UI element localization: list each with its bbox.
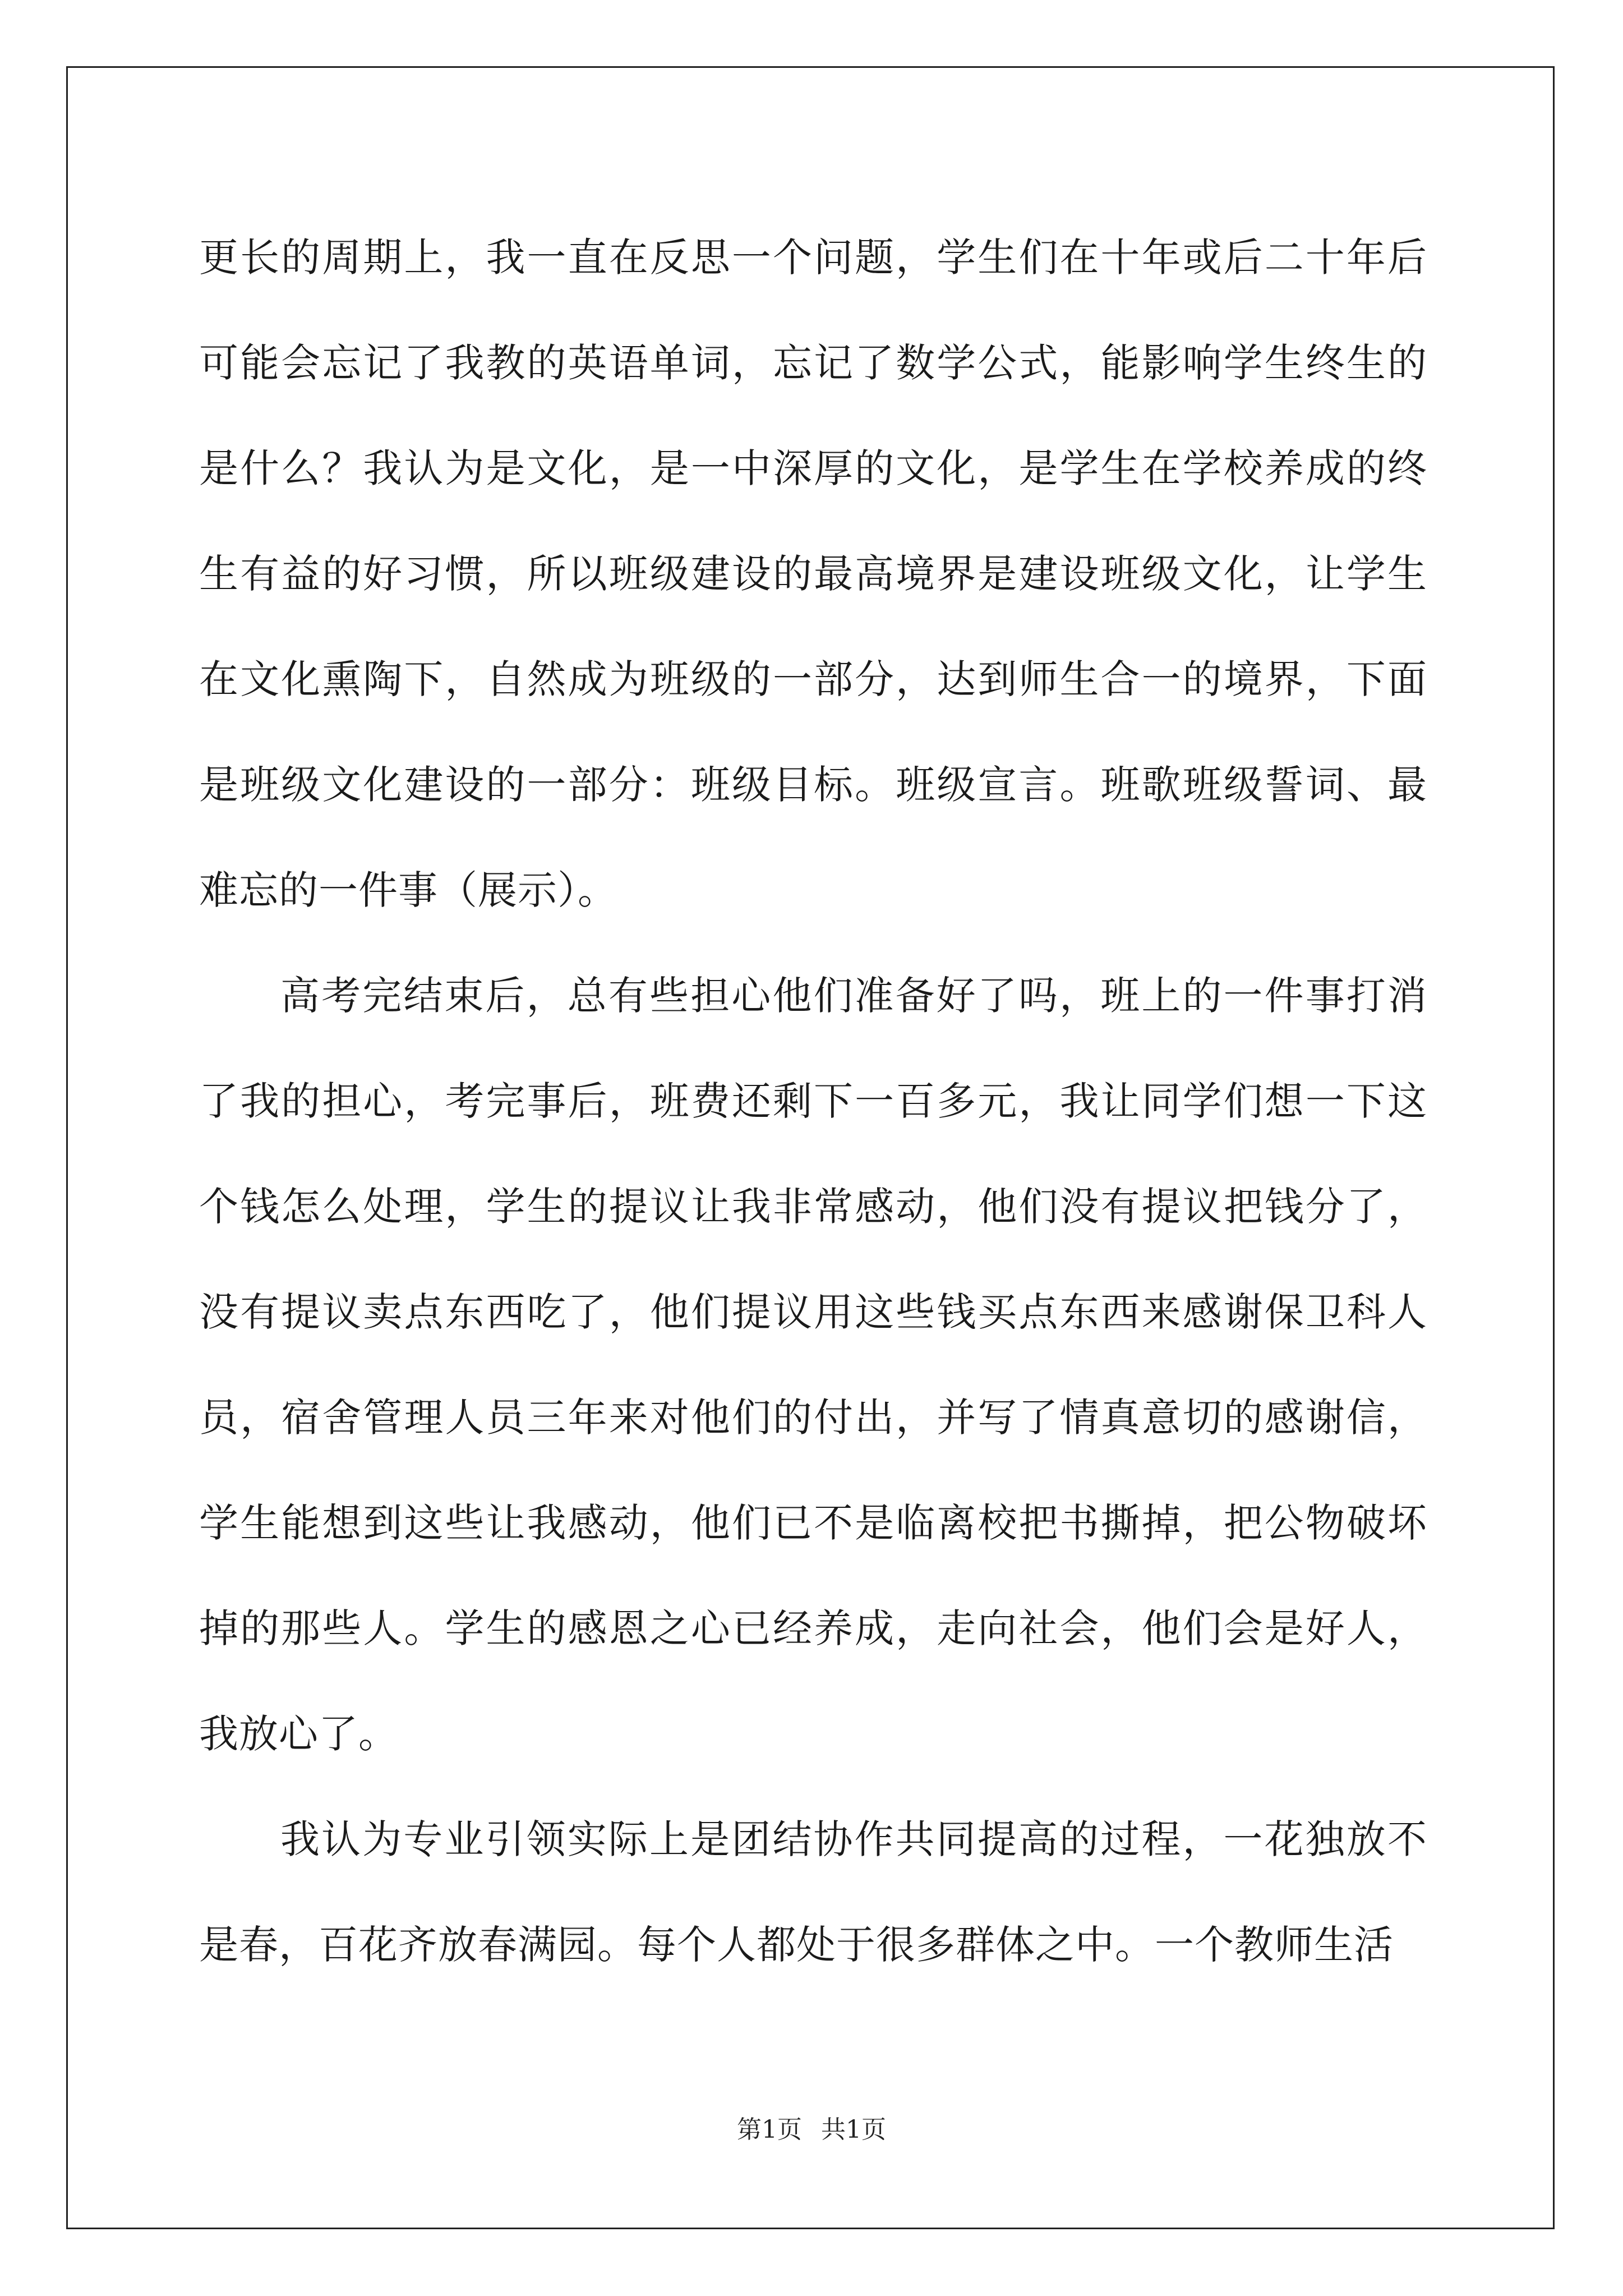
page-footer xyxy=(0,2109,1623,2145)
paragraph: 我认为专业引领实际上是团结协作共同提高的过程，一花独放不是春，百花齐放春满园。每个人都处于很多群体之中。一个教师生活 xyxy=(199,1816,1427,1968)
paragraph: 高考完结束后，总有些担心他们准备好了吗，班上的一件事打消了我的担心，考完事后，班费还剩下一百多元，我让同学们想一下这个钱怎么处理，学生的提议让我非常感动，他们没有提议把钱分了，没有提议卖点东西吃了，他们提议用这些钱买点东西来感谢保卫科人员，宿舍管理人员三年来对他们的付出，并写了情真意切的感谢信，学生能想到这些让我感动，他们已不是临离校把书撕掉，把公物破坏掉的那些人。学生的感恩之心已经养成，走向社会，他们会是好人，我放心了。 xyxy=(199,973,1427,1757)
page-number: 第1页 xyxy=(737,2115,802,2144)
document-body xyxy=(199,205,1427,1998)
page-total: 共1页 xyxy=(821,2115,886,2144)
paragraph: 更长的周期上，我一直在反思一个问题，学生们在十年或后二十年后可能会忘记了我教的英语单词，忘记了数学公式，能影响学生终生的是什么？我认为是文化，是一中深厚的文化，是学生在学校养成的终生有益的好习惯，所以班级建设的最高境界是建设班级文化，让学生在文化熏陶下，自然成为班级的一部分，达到师生合一的境界，下面是班级文化建设的一部分：班级目标。班级宣言。班歌班级誓词、最难忘的一件事（展示）。 xyxy=(199,234,1427,913)
